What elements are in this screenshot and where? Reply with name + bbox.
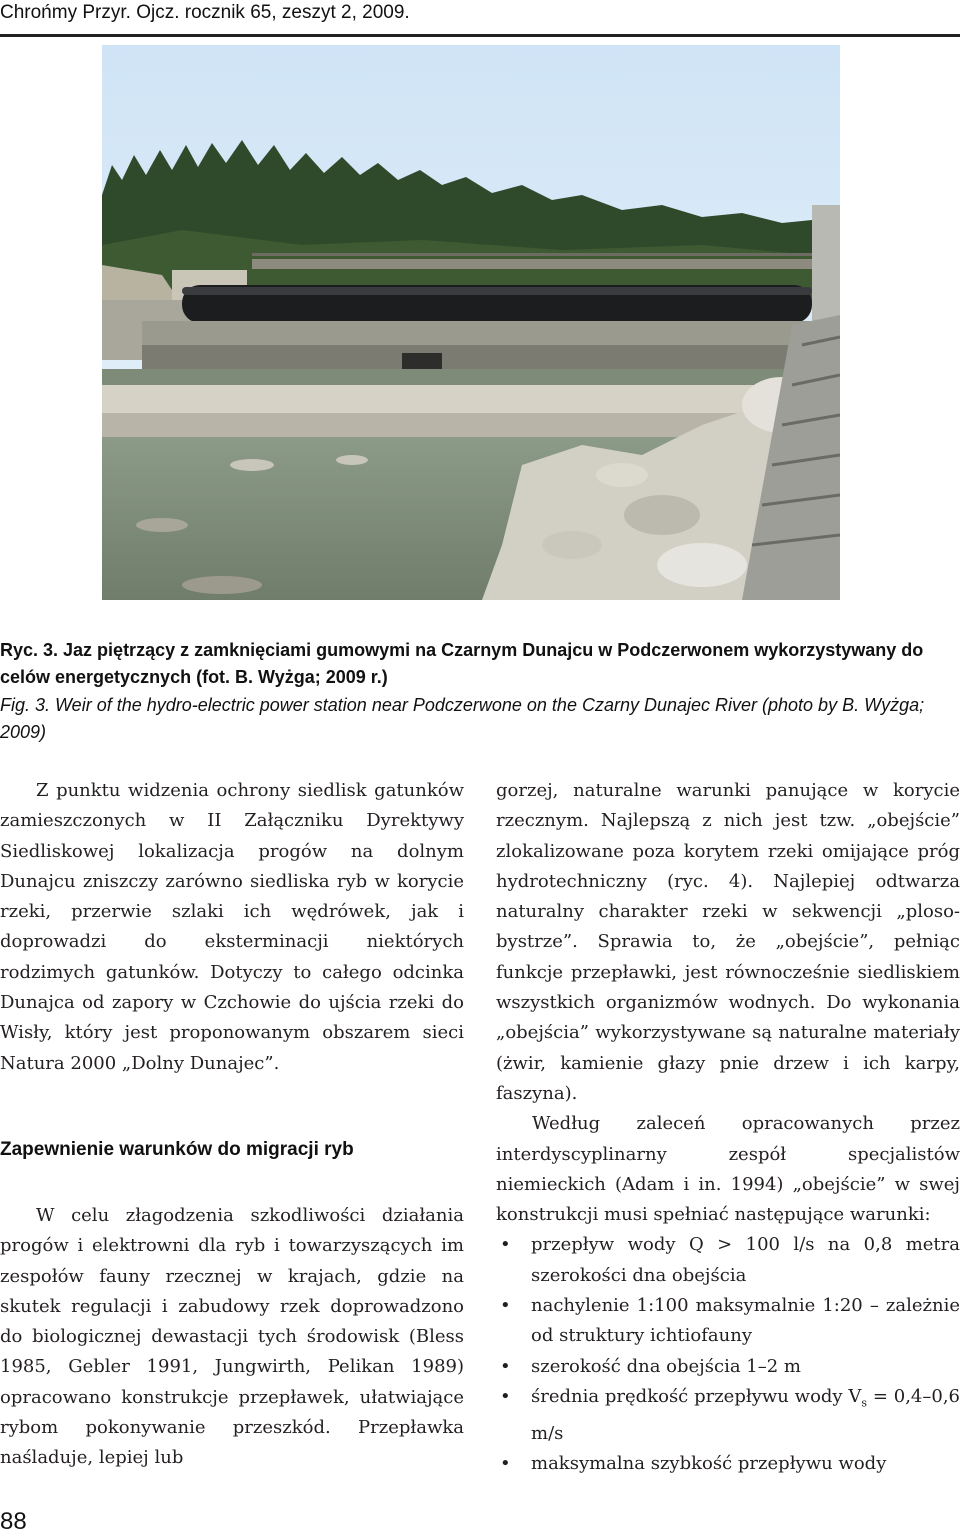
figure-caption-en: Fig. 3. Weir of the hydro-electric power station near Podczerwone on the Czarny Dunajec River (photo by B. Wyżga; 2009) bbox=[0, 695, 925, 742]
right-paragraph-1: gorzej, naturalne warunki panujące w korycie rzecznym. Najlepszą z nich jest tzw. „obejście” zlokalizowane poza korytem rzeki omijające próg hydrotechniczny (ryc. 4). Najlepiej odtwarza naturalny charakter rzeki w sekwencji „ploso-bystrze”. Sprawia to, że „obejście”, pełniąc funkcje przepławki, jest równocześnie siedliskiem wszystkich organizmów wodnych. Do wykonania „obejścia” wykorzystywane są naturalne materiały (żwir, kamienie głazy pnie drzew i ich karpy, faszyna). bbox=[496, 780, 960, 1104]
weir-photo bbox=[102, 45, 840, 600]
left-column-top bbox=[0, 776, 464, 1079]
list-item: • maksymalna szybkość przepływu wody bbox=[496, 1449, 960, 1479]
right-column bbox=[496, 776, 960, 1479]
left-paragraph-2: W celu złagodzenia szkodliwości działania progów i elektrowni dla ryb i towarzyszących im zespołów fauny rzecznej w krajach, gdzie na skutek regulacji i zabudowy rzek doprowadzono do biologicznej dewastacji tych środowisk (Bless 1985, Gebler 1991, Jungwirth, Pelikan 1989) opracowano konstrukcje przepławek, ułatwiające rybom pokonywanie przeszkód. Przepławka naśladuje, lepiej lub bbox=[0, 1205, 464, 1469]
section-title: Zapewnienie warunków do migracji ryb bbox=[0, 1139, 354, 1160]
left-column-bottom bbox=[0, 1201, 464, 1474]
left-paragraph-1: Z punktu widzenia ochrony siedlisk gatunków zamieszczonych w II Załączniku Dyrektywy Siedliskowej lokalizacja progów na dolnym Dunajcu zniszczy zarówno siedliska ryb w korycie rzeki, przerwie szlaki ich wędrówek, jak i doprowadzi do eksterminacji niektórych rodzimych gatunków. Dotyczy to całego odcinka Dunajca od zapory w Czchowie do ujścia rzeki do Wisły, który jest proponowanym obszarem sieci Natura 2000 „Dolny Dunajec”. bbox=[0, 780, 464, 1074]
condition4-text: średnia prędkość przepływu wody V bbox=[531, 1385, 862, 1407]
condition4-value: = 0,4–0,6 m/s bbox=[531, 1385, 960, 1444]
list-item: • szerokość dna obejścia 1–2 m bbox=[496, 1352, 960, 1382]
list-item: • przepływ wody Q > 100 l/s na 0,8 metra szerokości dna obejścia bbox=[496, 1230, 960, 1291]
condition4-subscript: s bbox=[861, 1396, 868, 1410]
right-paragraph-2: Według zaleceń opracowanych przez interdyscyplinarny zespół specjalistów niemieckich (Adam i in. 1994) „obejście” w swej konstrukcji musi spełniać następujące warunki: bbox=[496, 1113, 960, 1226]
journal-header: Chrońmy Przyr. Ojcz. rocznik 65, zeszyt 2, 2009. bbox=[0, 2, 410, 23]
list-item: • nachylenie 1:100 maksymalnie 1:20 – zależnie od struktury ichtiofauny bbox=[496, 1291, 960, 1352]
page-number: 88 bbox=[0, 1508, 27, 1535]
list-item bbox=[496, 1382, 960, 1449]
header-rule bbox=[0, 34, 960, 37]
conditions-list bbox=[496, 1230, 960, 1479]
figure-caption-pl: Ryc. 3. Jaz piętrzący z zamknięciami gumowymi na Czarnym Dunajcu w Podczerwonem wykorzystywany do celów energetycznych (fot. B. Wyżga; 2009 r.) bbox=[0, 640, 924, 687]
